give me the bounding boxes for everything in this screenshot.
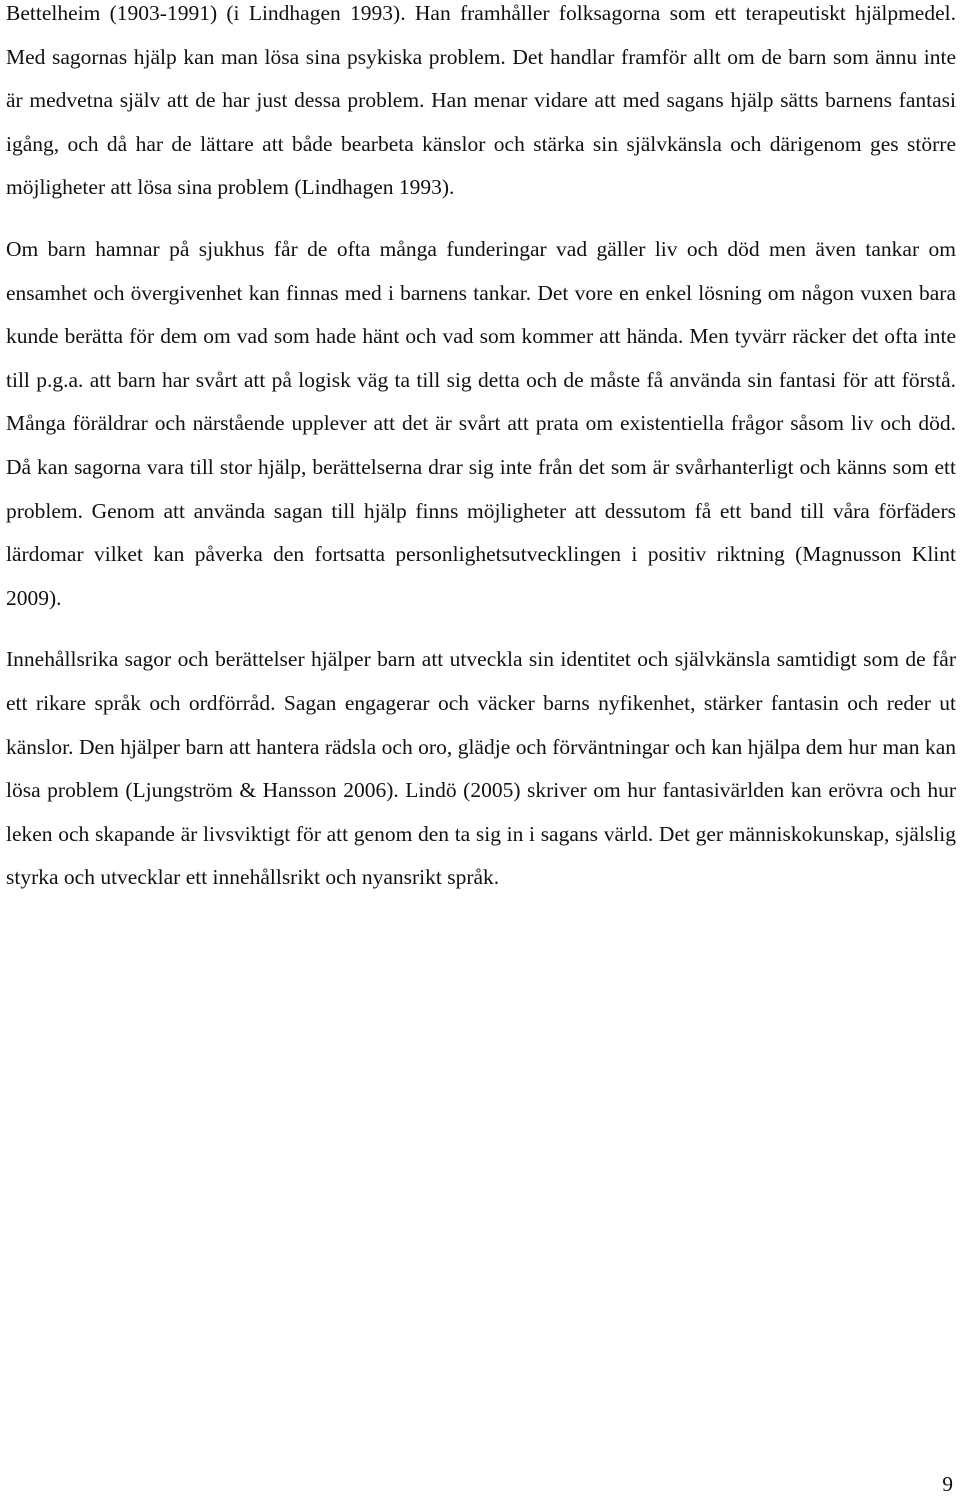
page-number: 9 [942, 1472, 953, 1496]
paragraph-bettelheim: Bettelheim (1903-1991) (i Lindhagen 1993). Han framhåller folksagorna som ett terapeutiskt hjälpmedel. Med sagornas hjälp kan man lösa sina psykiska problem. Det handlar framför allt om de barn som ännu inte är medvetna själv att de har just dessa problem. Han menar vidare att med sagans hjälp sätts barnens fantasi igång, och då har de lättare att både bearbeta känslor och stärka sin självkänsla och därigenom ges större möjligheter att lösa sina problem (Lindhagen 1993). [6, 1, 956, 200]
document-page [6, 0, 956, 900]
paragraph-sjukhus: Om barn hamnar på sjukhus får de ofta många funderingar vad gäller liv och död men även tankar om ensamhet och övergivenhet kan finnas med i barnens tankar. Det vore en enkel lösning om någon vuxen bara kunde berätta för dem om vad som hade hänt och vad som kommer att hända. Men tyvärr räcker det ofta inte till p.g.a. att barn har svårt att på logisk väg ta till sig detta och de måste få använda sin fantasi för att förstå. Många föräldrar och närstående upplever att det är svårt att prata om existentiella frågor såsom liv och död. Då kan sagorna vara till stor hjälp, berättelserna drar sig inte från det som är svårhanterligt och känns som ett problem. Genom att använda sagan till hjälp finns möjligheter att dessutom få ett band till våra förfäders lärdomar vilket kan påverka den fortsatta personlighetsutvecklingen i positiv riktning (Magnusson Klint 2009). [6, 236, 956, 610]
paragraph-innehallsrika-sagor: Innehållsrika sagor och berättelser hjälper barn att utveckla sin identitet och självkänsla samtidigt som de får ett rikare språk och ordförråd. Sagan engagerar och väcker barns nyfikenhet, stärker fantasin och reder ut känslor. Den hjälper barn att hantera rädsla och oro, glädje och förväntningar och kan hjälpa dem hur man kan lösa problem (Ljungström & Hansson 2006). Lindö (2005) skriver om hur fantasivärlden kan erövra och hur leken och skapande är livsviktigt för att genom den ta sig in i sagans värld. Det ger människokunskap, själslig styrka och utvecklar ett innehållsrikt och nyansrikt språk. [6, 647, 956, 890]
